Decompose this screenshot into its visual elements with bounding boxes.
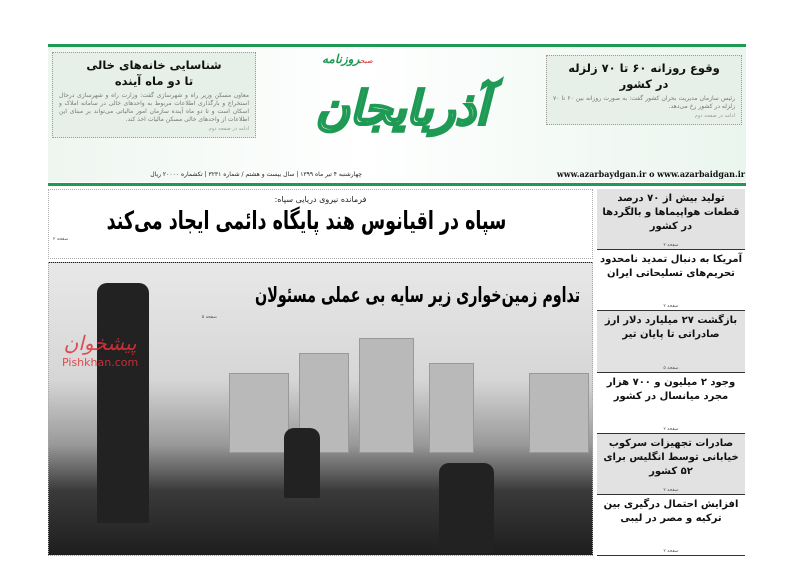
sidebar-headline: وجود ۲ میلیون و ۷۰۰ هزار مجرد میانسال در کشور bbox=[606, 376, 736, 402]
teaser-body: معاون مسکن وزیر راه و شهرسازی گفت: وزارت راه و شهرسازی درحال استخراج و بارگذاری اطلاعات مربوط به واحدهای خالی در سامانه املاک و اسکان است و تا دو ماه آینده سازمان امور مالیاتی می‌تواند بر مبنای این اطلاعات از واحدهای خالی مسکن مالیات اخذ کند. bbox=[59, 92, 249, 123]
teaser-title: در کشور bbox=[619, 77, 669, 91]
news-sidebar bbox=[597, 189, 745, 556]
sidebar-headline: آمریکا به دنبال تمدید نامحدود تحریم‌های تسلیحاتی ایران bbox=[599, 254, 743, 280]
sidebar-headline: افزایش احتمال درگیری بین ترکیه و مصر در لیبی bbox=[603, 498, 739, 524]
teaser-ref: ادامه در صفحه دوم bbox=[694, 113, 735, 119]
child-silhouette bbox=[97, 283, 149, 523]
page-ref: صفحه ۲ bbox=[663, 549, 679, 555]
child-silhouette bbox=[439, 463, 494, 553]
lead-story[interactable] bbox=[48, 189, 593, 259]
sidebar-item[interactable] bbox=[597, 311, 745, 372]
logo-sub-label: روزنامه bbox=[322, 52, 361, 66]
building bbox=[429, 363, 474, 453]
lead-kicker: فرمانده نیروی دریایی سپاه: bbox=[274, 195, 367, 204]
photo-headline: تداوم زمین‌خواری زیر سایه بی عملی مسئولان bbox=[254, 283, 580, 307]
page-ref: صفحه ۲ bbox=[663, 304, 679, 310]
watermark bbox=[62, 330, 138, 370]
sidebar-item[interactable] bbox=[597, 495, 745, 556]
page-ref: صفحه ۵ bbox=[201, 315, 217, 320]
teaser-title: شناسایی خانه‌های خالی bbox=[86, 58, 222, 72]
watermark-en: Pishkhan.com bbox=[62, 356, 139, 369]
sidebar-item[interactable] bbox=[597, 434, 745, 495]
sidebar-headline: صادرات تجهیزات سرکوب خیابانی توسط انگلیس برای ۵۲ کشور bbox=[603, 437, 739, 477]
teaser-box-left[interactable] bbox=[52, 52, 256, 138]
page-ref: صفحه ۲ bbox=[663, 243, 679, 249]
page-ref: صفحه ۲ bbox=[663, 426, 679, 432]
watermark-fa: پیشخوان bbox=[63, 331, 137, 355]
teaser-body: رئیس سازمان مدیریت بحران کشور گفت: به صورت روزانه بین ۶۰ تا ۷۰ زلزله در کشور رخ می‌دهد. bbox=[553, 95, 735, 110]
building bbox=[529, 373, 589, 453]
sidebar-item[interactable] bbox=[597, 189, 745, 250]
sidebar-headline: بازگشت ۲۷ میلیارد دلار ارز صادراتی تا پایان تیر bbox=[604, 315, 738, 341]
sidebar-item[interactable] bbox=[597, 250, 745, 311]
page-ref: صفحه ۲ bbox=[663, 487, 679, 493]
newspaper-logo bbox=[262, 50, 542, 160]
logo-badge: صبح bbox=[360, 57, 373, 65]
teaser-ref: ادامه در صفحه دوم bbox=[208, 126, 249, 132]
logo-text: آذربایجان bbox=[315, 81, 489, 135]
child-silhouette bbox=[284, 428, 320, 498]
photo-story[interactable] bbox=[48, 262, 593, 556]
sidebar-headline: تولید بیش از ۷۰ درصد قطعات هواپیماها و بالگردها در کشور bbox=[602, 193, 740, 232]
page-ref: صفحه ۵ bbox=[663, 365, 679, 371]
teaser-title: وقوع روزانه ۶۰ تا ۷۰ زلزله bbox=[568, 61, 720, 75]
page-ref: صفحه ۲ bbox=[53, 237, 69, 242]
sidebar-item[interactable] bbox=[597, 373, 745, 434]
building bbox=[229, 373, 289, 453]
website-urls[interactable]: www.azarbaydgan.ir o www.azarbaidgan.ir bbox=[556, 169, 745, 179]
divider bbox=[48, 183, 746, 186]
logo-subtitle bbox=[322, 52, 373, 68]
teaser-title: تا دو ماه آینده bbox=[114, 74, 194, 88]
lead-headline: سپاه در اقیانوس هند پایگاه دائمی ایجاد می‌کند bbox=[106, 206, 507, 235]
building bbox=[359, 338, 414, 453]
teaser-box-right[interactable] bbox=[546, 55, 742, 125]
dateline: چهارشنبه ۴ تیر ماه ۱۳۹۹ | سال بیست و هشتم / شماره ۳۲۳۱ | تکشماره ۲۰۰۰۰ ریال bbox=[150, 171, 362, 178]
